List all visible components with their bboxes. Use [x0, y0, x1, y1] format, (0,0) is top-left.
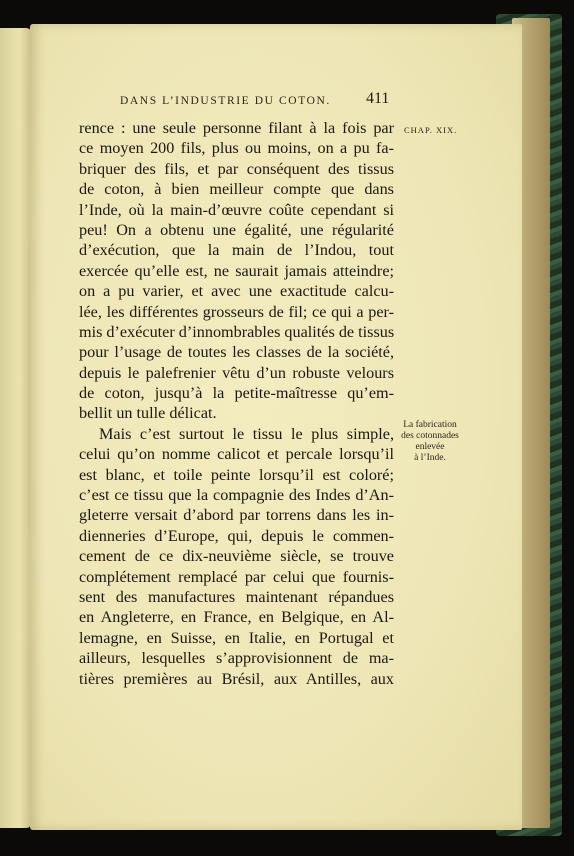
text-line: ailleurs, lesquelles s’approvisionnent de ma- [79, 649, 394, 668]
text-line: en Angleterre, en France, en Belgique, en Al- [79, 608, 394, 627]
text-line: d’exécution, que la main de l’Indou, tout [79, 241, 394, 260]
marginal-note-line: des cotonnades [401, 431, 459, 441]
marginal-note-line: La fabrication [403, 420, 457, 430]
marginal-note-line: à l’Inde. [414, 453, 446, 463]
text-line: de coton, à bien meilleur compte que dans [79, 180, 394, 199]
text-line: Mais c’est surtout le tissu le plus simple, [99, 424, 394, 443]
text-line: rence : une seule personne filant à la fois par [79, 119, 394, 137]
text-line: depuis le palefrenier vêtu d’un robuste velours [79, 363, 394, 382]
text-line: sent des manufactures maintenant répandues [79, 587, 394, 606]
text-line: on a pu varier, et avec une exactitude calcu- [79, 282, 394, 301]
text-line: ce moyen 200 fils, plus ou moins, on a pu fa- [79, 139, 394, 158]
text-line: l’Inde, où la main-d’œuvre coûte cependant si [79, 200, 394, 219]
text-line: pour l’usage de toutes les classes de la société, [79, 343, 394, 362]
text-line: cement de ce dix-neuvième siècle, se trouve [79, 547, 394, 566]
text-line: dienneries d’Europe, qui, depuis le commen- [79, 526, 394, 545]
text-line: complétement remplacé par celui que fournis- [79, 567, 394, 586]
text-line: de coton, jusqu’à la petite-maîtresse qu’em- [79, 384, 394, 403]
text-line: celui qu’on nomme calicot et percale lorsqu’il [79, 445, 394, 464]
text-line: est blanc, et toile peinte lorsqu’il est coloré; [79, 465, 394, 484]
text-line: gleterre versait d’abord par torrens dans les in- [79, 506, 394, 525]
text-line: c’est ce tissu que la compagnie des Indes d’An- [79, 486, 394, 505]
marginal-note [398, 420, 462, 464]
facing-page-edge [0, 28, 32, 828]
chapter-marker: CHAP. XIX. [404, 125, 458, 135]
body-text [79, 118, 394, 689]
text-line: exercée qu’elle est, ne saurait jamais atteindre; [79, 261, 394, 280]
text-line: briquer des fils, et par conséquent des tissus [79, 159, 394, 178]
text-line: mis d’exécuter d’innombrables qualités de tissus [79, 322, 395, 341]
page-number: 411 [366, 90, 390, 107]
text-line: lée, les différentes grosseurs de fil; ce qui a per- [79, 302, 394, 321]
text-line: tières premières au Brésil, aux Antilles, aux [79, 669, 394, 688]
marginal-note-line: enlevée [415, 442, 445, 452]
text-line: lemagne, en Suisse, en Italie, en Portugal et [79, 628, 394, 647]
text-line: bellit un tulle délicat. [79, 404, 217, 423]
text-line: peu! On a obtenu une égalité, une régularité [79, 220, 394, 239]
running-head: DANS L’INDUSTRIE DU COTON. [120, 95, 331, 107]
